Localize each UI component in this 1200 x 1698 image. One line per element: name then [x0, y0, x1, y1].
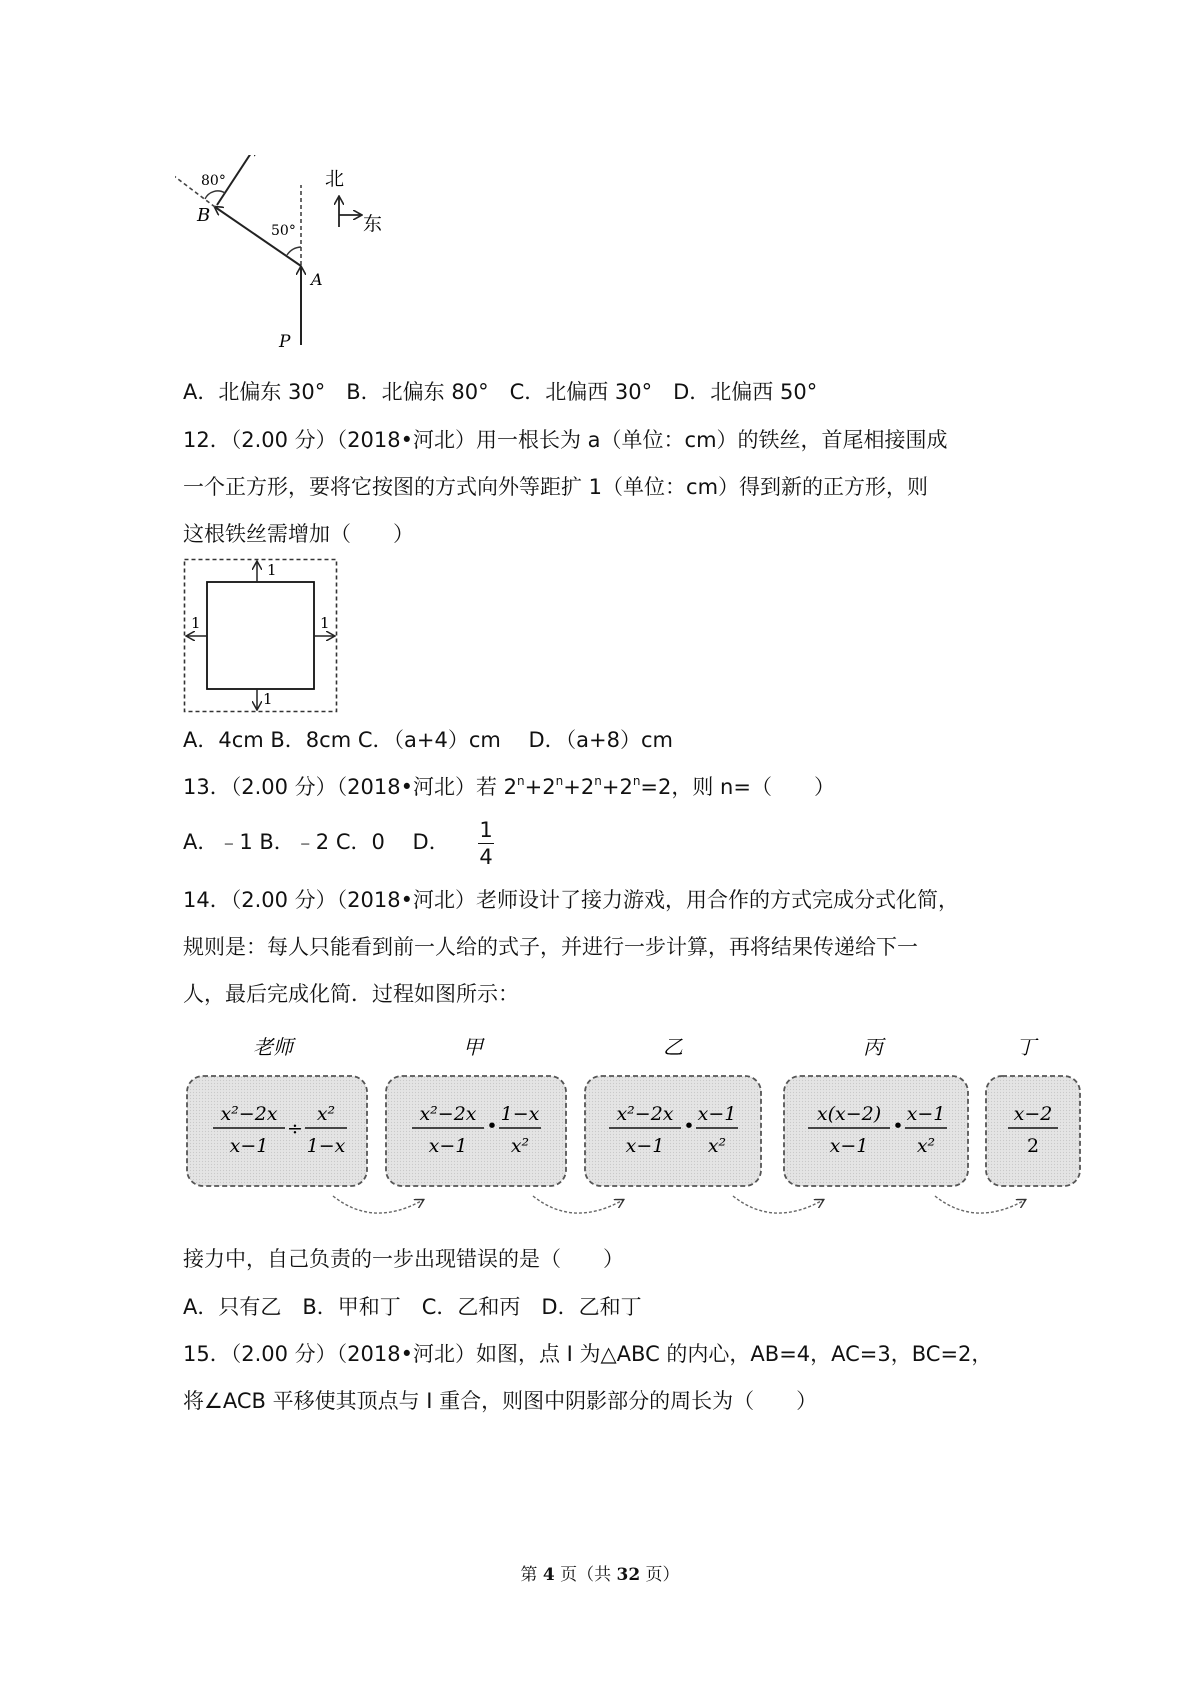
relay-arrow-4: [935, 1196, 1025, 1213]
svg-text:x²: x²: [916, 1135, 936, 1157]
svg-text:1−x: 1−x: [306, 1135, 346, 1157]
angle-arc-A: [287, 247, 301, 255]
q13-option-d-fraction: $\frac{1}{4}$: [479, 818, 493, 869]
relay-arrow-1: [333, 1196, 423, 1213]
svg-text:x(x−2): x(x−2): [816, 1103, 882, 1125]
relay-diagram: [183, 1028, 1103, 1228]
relay-box-bing: [784, 1076, 968, 1186]
q12-line1: 12．（2.00 分）（2018•河北）用一根长为 a（单位：cm）的铁丝，首尾相接围成: [183, 428, 948, 452]
relay-box-teacher: [187, 1076, 367, 1186]
svg-text:÷: ÷: [287, 1118, 303, 1140]
relay-name-bing: 丙: [863, 1035, 883, 1059]
inner-square: [207, 582, 314, 689]
svg-text:x²−2x: x²−2x: [419, 1103, 477, 1125]
svg-text:x²−2x: x²−2x: [220, 1103, 278, 1125]
q15-line2: 将∠ACB 平移使其顶点与 I 重合，则图中阴影部分的周长为（ ）: [183, 1389, 818, 1413]
q14-line1: 14．（2.00 分）（2018•河北）老师设计了接力游戏，用合作的方式完成分式化简，: [183, 888, 959, 912]
q14-question: 接力中，自己负责的一步出现错误的是（ ）: [183, 1247, 624, 1271]
svg-text:•: •: [486, 1115, 498, 1137]
svg-text:x²: x²: [316, 1103, 336, 1125]
svg-text:•: •: [892, 1115, 904, 1137]
q11-options: A．北偏东 30° B．北偏东 80° C．北偏西 30° D．北偏西 50°: [183, 380, 818, 404]
svg-text:x²: x²: [707, 1135, 727, 1157]
label-right-1: 1: [320, 614, 330, 632]
direction-diagram: [175, 155, 405, 355]
relay-box-jia: [386, 1076, 566, 1186]
svg-text:x−1: x−1: [697, 1103, 737, 1125]
svg-text:x²: x²: [510, 1135, 530, 1157]
point-B-label: B: [197, 205, 211, 226]
svg-text:x²−2x: x²−2x: [616, 1103, 674, 1125]
north-label: 北: [325, 168, 345, 190]
label-top-1: 1: [267, 561, 277, 579]
relay-box-yi: [585, 1076, 761, 1186]
svg-text:x−2: x−2: [1013, 1103, 1053, 1125]
relay-name-yi: 乙: [663, 1035, 683, 1059]
east-label: 东: [363, 213, 383, 235]
svg-text:x−1: x−1: [906, 1103, 946, 1125]
relay-box-ding: [986, 1076, 1080, 1186]
relay-name-jia: 甲: [463, 1035, 483, 1059]
q12-line2: 一个正方形，要将它按图的方式向外等距扩 1（单位：cm）得到新的正方形，则: [183, 475, 929, 499]
q15-line1: 15．（2.00 分）（2018•河北）如图，点 I 为△ABC 的内心，AB=4，AC=3，BC=2，: [183, 1342, 993, 1366]
q14-line3: 人，最后完成化简．过程如图所示：: [183, 982, 519, 1006]
relay-name-teacher: 老师: [253, 1035, 293, 1059]
current-page: 4: [542, 1565, 555, 1585]
q13-options: A．﹣1 B．﹣2 C．0 D．: [183, 830, 450, 854]
relay-name-ding: 丁: [1016, 1035, 1036, 1059]
svg-text:x−1: x−1: [428, 1135, 468, 1157]
q12-line3: 这根铁丝需增加（ ）: [183, 522, 414, 546]
q12-options: A．4cm B．8cm C．（a+4）cm D．（a+8）cm: [183, 728, 674, 752]
relay-arrow-3: [733, 1196, 823, 1213]
point-P-label: P: [279, 332, 291, 352]
svg-text:x−1: x−1: [229, 1135, 269, 1157]
svg-text:•: •: [683, 1115, 695, 1137]
label-left-1: 1: [191, 614, 201, 632]
svg-text:1−x: 1−x: [500, 1103, 540, 1125]
point-A-label: A: [311, 270, 323, 289]
svg-text:x−1: x−1: [625, 1135, 665, 1157]
angle-50-label: 50°: [271, 223, 296, 239]
square-expansion-diagram: [183, 558, 341, 716]
label-bottom-1: 1: [263, 690, 273, 708]
q14-line2: 规则是：每人只能看到前一人给的式子，并进行一步计算，再将结果传递给下一: [183, 935, 918, 959]
angle-80-label: 80°: [201, 173, 226, 189]
relay-arrow-2: [533, 1196, 623, 1213]
page-footer: 第 4 页（共 32 页）: [520, 1565, 680, 1585]
total-pages: 32: [616, 1565, 641, 1585]
q14-options: A．只有乙 B．甲和丁 C．乙和丙 D．乙和丁: [183, 1295, 642, 1319]
q13-stem: 13．（2.00 分）（2018•河北）若 $2^n+2^n+2^n+2^n=2$，则 n=（ ）: [183, 774, 835, 799]
svg-text:x−1: x−1: [829, 1135, 869, 1157]
svg-text:2: 2: [1026, 1135, 1040, 1157]
